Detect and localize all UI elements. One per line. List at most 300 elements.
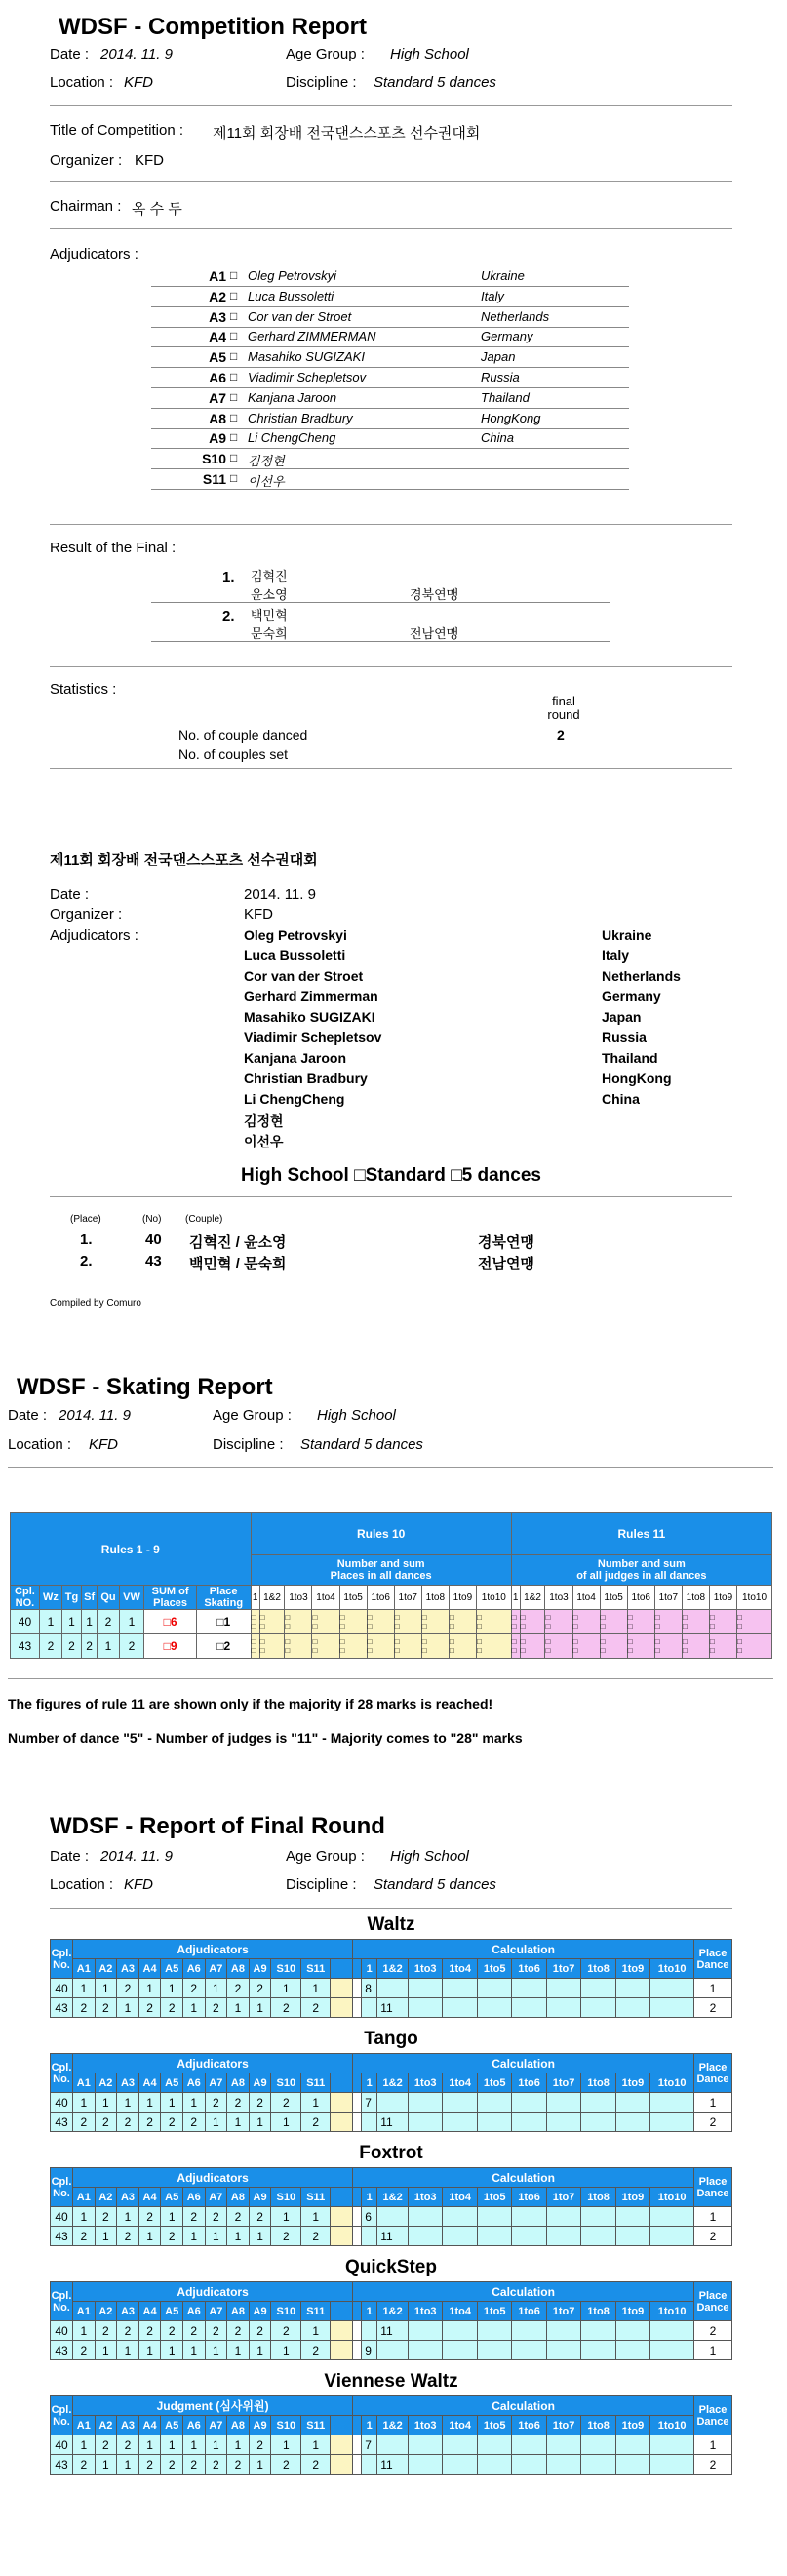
checkbox-glyph: □ <box>230 329 238 342</box>
result-leader: 백민혁 <box>251 608 288 623</box>
judge-mark: 2 <box>301 2113 331 2132</box>
judge-col-header: A2 <box>95 1959 117 1979</box>
judge-mark: 2 <box>95 1998 117 2018</box>
dance-place: 2 <box>98 1610 119 1634</box>
calc-col-header: 1to9 <box>615 2302 649 2321</box>
judge-mark: 1 <box>301 2093 331 2113</box>
skating-row <box>11 1634 772 1659</box>
judge-mark: 1 <box>117 2093 139 2113</box>
calc-value <box>512 2455 546 2475</box>
judge-mark: 1 <box>182 2341 205 2360</box>
rule10-cell: □ □ <box>421 1610 449 1634</box>
judge-mark: 1 <box>117 2455 139 2475</box>
summary-adjudicator-country: Thailand <box>602 1050 658 1066</box>
judge-col-header: A3 <box>117 2416 139 2435</box>
calc-value <box>581 2455 615 2475</box>
judge-col-header: A9 <box>249 2302 271 2321</box>
date-value: 2014. 11. 9 <box>100 46 173 62</box>
judge-mark: 2 <box>95 2435 117 2455</box>
age-group-label: Age Group : <box>286 46 365 62</box>
blank-col <box>331 1979 353 1998</box>
place-skating-header: Place Skating <box>196 1586 251 1610</box>
couple-number: 40 <box>51 2435 73 2455</box>
judge-mark: 1 <box>205 1979 227 1998</box>
judge-col-header: A5 <box>161 1959 183 1979</box>
adjudicator-code: A2 <box>209 289 226 304</box>
place-dance: 2 <box>694 2227 732 2246</box>
judge-mark: 2 <box>73 2455 96 2475</box>
judge-mark: 2 <box>182 2207 205 2227</box>
calc-value <box>443 2093 477 2113</box>
judges-header: Adjudicators <box>73 2282 353 2302</box>
judge-col-header: A1 <box>73 2302 96 2321</box>
calc-col-header: 1to6 <box>512 2073 546 2093</box>
judge-mark: 1 <box>95 1979 117 1998</box>
place-dance: 1 <box>694 2207 732 2227</box>
judge-col-header: A6 <box>182 2302 205 2321</box>
adjudicator-code: A8 <box>209 411 226 426</box>
calc-value <box>615 2207 649 2227</box>
judge-col-header: A4 <box>138 2073 161 2093</box>
blank-col <box>331 2302 353 2321</box>
date-label: Date : <box>8 1407 48 1424</box>
judge-col-header: A9 <box>249 2188 271 2207</box>
summary-adjudicator-name: Masahiko SUGIZAKI <box>244 1009 375 1025</box>
cpl-no-header: Cpl. No. <box>51 2168 73 2207</box>
place-dance-header: Place Dance <box>694 1940 732 1979</box>
judge-mark: 2 <box>205 1998 227 2018</box>
final-round-table <box>50 2281 732 2360</box>
place-dance-header: Place Dance <box>694 2282 732 2321</box>
rule11-cell: □ □ <box>520 1634 545 1659</box>
calc-col-header: 1&2 <box>377 2416 409 2435</box>
dance-place: 1 <box>81 1610 97 1634</box>
rule10-cell: □ □ <box>476 1610 511 1634</box>
adjudicator-code: A5 <box>209 349 226 365</box>
summary-couple: 김혁진 / 윤소영 <box>189 1234 287 1251</box>
calc-value <box>443 2227 477 2246</box>
calc-value <box>512 1998 546 2018</box>
judge-mark: 2 <box>227 1979 250 1998</box>
calc-col-header: 1to3 <box>409 2302 443 2321</box>
rule11-cell: □ □ <box>627 1610 654 1634</box>
calc-value <box>546 2341 580 2360</box>
rule11-cell: □ □ <box>654 1610 682 1634</box>
blank-col <box>353 1959 362 1979</box>
place-dance: 2 <box>694 2321 732 2341</box>
calc-col-header: 1 <box>362 2073 377 2093</box>
calc-value <box>362 2455 377 2475</box>
calc-col-header: 1to6 <box>512 1959 546 1979</box>
row-line <box>151 306 629 307</box>
judge-mark: 1 <box>138 2093 161 2113</box>
result-of-final-label: Result of the Final : <box>50 540 177 556</box>
judge-col-header: A7 <box>205 2302 227 2321</box>
sum-of-places: □9 <box>144 1634 196 1659</box>
couple-number: 40 <box>51 1979 73 1998</box>
r11-col-header: 1to10 <box>737 1586 772 1610</box>
judge-mark: 2 <box>182 1979 205 1998</box>
calc-value <box>409 2341 443 2360</box>
adjudicator-country: Netherlands <box>481 309 550 324</box>
calc-col-header: 1to4 <box>443 2188 477 2207</box>
calc-value <box>477 2093 511 2113</box>
r11-col-header: 1 <box>511 1586 520 1610</box>
result-place: 2. <box>222 608 235 624</box>
judge-col-header: S10 <box>271 1959 301 1979</box>
final-row <box>51 2341 732 2360</box>
rule10-cell: □ □ <box>259 1610 285 1634</box>
rule10-cell: □ □ <box>421 1634 449 1659</box>
calc-col-header: 1to4 <box>443 2416 477 2435</box>
judge-mark: 2 <box>301 1998 331 2018</box>
calc-value <box>546 2227 580 2246</box>
calc-col-header: 1to5 <box>477 1959 511 1979</box>
adjudicator-code: A4 <box>209 329 226 344</box>
judge-mark: 1 <box>182 1998 205 2018</box>
calc-value: 11 <box>377 1998 409 2018</box>
calc-value <box>650 2455 694 2475</box>
couples-danced-value: 2 <box>557 727 565 743</box>
rules-11-header: Rules 11 <box>511 1513 771 1555</box>
calc-value <box>477 2227 511 2246</box>
judges-header: Adjudicators <box>73 2054 353 2073</box>
judge-mark: 1 <box>301 2321 331 2341</box>
blank-col <box>331 2227 353 2246</box>
dance-col-header: VW <box>119 1586 144 1610</box>
final-row <box>51 2093 732 2113</box>
summary-organizer-value: KFD <box>244 906 273 923</box>
dance-place: 1 <box>119 1610 144 1634</box>
judge-mark: 1 <box>95 2227 117 2246</box>
r11-col-header: 1to3 <box>545 1586 572 1610</box>
checkbox-glyph: □ <box>230 349 238 363</box>
judge-mark: 1 <box>161 2093 183 2113</box>
result-follower: 윤소영 <box>251 587 288 602</box>
judge-mark: 1 <box>227 2227 250 2246</box>
calc-value <box>581 1998 615 2018</box>
discipline-label: Discipline : <box>286 1876 357 1893</box>
checkbox-glyph: □ <box>230 471 238 485</box>
dance-title: Viennese Waltz <box>324 2371 458 2392</box>
calc-value <box>409 1998 443 2018</box>
judge-mark: 2 <box>271 1998 301 2018</box>
row-line <box>151 286 629 287</box>
adjudicator-code: A6 <box>209 370 226 385</box>
rule10-cell: □ □ <box>367 1634 394 1659</box>
organizer-label: Organizer : <box>50 152 123 169</box>
judge-mark: 1 <box>73 2207 96 2227</box>
blank-col <box>353 2435 362 2455</box>
judge-mark: 2 <box>73 2227 96 2246</box>
judge-col-header: A8 <box>227 2302 250 2321</box>
calc-col-header: 1to8 <box>581 2302 615 2321</box>
calc-value: 7 <box>362 2435 377 2455</box>
couples-set-label: No. of couples set <box>178 746 289 762</box>
dance-col-header: Qu <box>98 1586 119 1610</box>
adjudicator-country: Ukraine <box>481 268 525 283</box>
summary-adjudicator-name: 이선우 <box>244 1134 284 1149</box>
place-skating: □1 <box>196 1610 251 1634</box>
judge-col-header: S10 <box>271 2188 301 2207</box>
rule11-cell: □ □ <box>511 1634 520 1659</box>
r10-col-header: 1to5 <box>339 1586 367 1610</box>
rule10-cell: □ □ <box>394 1634 421 1659</box>
divider <box>50 181 732 182</box>
calc-value <box>443 2113 477 2132</box>
location-label: Location : <box>50 1876 114 1893</box>
judge-mark: 1 <box>182 2227 205 2246</box>
summary-adjudicator-name: Viadimir Schepletsov <box>244 1029 382 1045</box>
judge-mark: 2 <box>138 2113 161 2132</box>
blank-col <box>331 2341 353 2360</box>
calc-value <box>377 2207 409 2227</box>
calc-value <box>362 1998 377 2018</box>
r11-col-header: 1to5 <box>600 1586 627 1610</box>
judge-mark: 1 <box>205 2113 227 2132</box>
rule11-note: The figures of rule 11 are shown only if the majority if 28 marks is reached! <box>8 1696 493 1711</box>
summary-no: 40 <box>145 1231 162 1248</box>
calc-value <box>477 2435 511 2455</box>
judge-col-header: A2 <box>95 2073 117 2093</box>
dance-place: 1 <box>39 1610 61 1634</box>
blank-col <box>331 2416 353 2435</box>
judge-col-header: A4 <box>138 1959 161 1979</box>
calc-col-header: 1to10 <box>650 1959 694 1979</box>
blank-col <box>353 2207 362 2227</box>
r10-col-header: 1to3 <box>285 1586 312 1610</box>
adjudicator-country: Germany <box>481 329 533 343</box>
row-line <box>151 387 629 388</box>
calc-value <box>581 2435 615 2455</box>
place-skating: □2 <box>196 1634 251 1659</box>
age-group-value: High School <box>317 1407 396 1424</box>
result-leader: 김혁진 <box>251 569 288 584</box>
judges-header: Adjudicators <box>73 1940 353 1959</box>
blank-col <box>353 2113 362 2132</box>
blank-col <box>331 2093 353 2113</box>
adjudicator-name: Oleg Petrovskyi <box>248 268 337 283</box>
final-row <box>51 2227 732 2246</box>
r10-col-header: 1to10 <box>476 1586 511 1610</box>
calc-value <box>512 2321 546 2341</box>
judge-mark: 1 <box>301 2207 331 2227</box>
judge-col-header: A1 <box>73 2416 96 2435</box>
judge-col-header: A1 <box>73 1959 96 1979</box>
judge-mark: 1 <box>227 2435 250 2455</box>
summary-adjudicator-name: Li ChengCheng <box>244 1091 345 1107</box>
judge-mark: 2 <box>249 2435 271 2455</box>
r11-col-header: 1to8 <box>682 1586 709 1610</box>
calc-value: 8 <box>362 1979 377 1998</box>
summary-date-label: Date : <box>50 886 90 903</box>
adjudicator-name: Kanjana Jaroon <box>248 390 337 405</box>
judge-mark: 2 <box>73 1998 96 2018</box>
judge-col-header: A2 <box>95 2416 117 2435</box>
age-group-label: Age Group : <box>286 1848 365 1865</box>
calc-value <box>512 2093 546 2113</box>
calc-value <box>409 2093 443 2113</box>
rule10-cell: □ □ <box>367 1610 394 1634</box>
adjudicator-name: 김정현 <box>248 454 285 468</box>
judge-mark: 2 <box>249 2207 271 2227</box>
calc-value <box>409 2207 443 2227</box>
rule10-cell: □ □ <box>339 1634 367 1659</box>
judge-col-header: A8 <box>227 2188 250 2207</box>
judge-mark: 1 <box>227 2113 250 2132</box>
calc-value: 11 <box>377 2113 409 2132</box>
judge-col-header: A2 <box>95 2302 117 2321</box>
row-line <box>151 327 629 328</box>
rule11-cell: □ □ <box>682 1610 709 1634</box>
calc-col-header: 1to3 <box>409 2416 443 2435</box>
skating-row <box>11 1610 772 1634</box>
adjudicator-code: S11 <box>202 471 226 487</box>
calc-col-header: 1to8 <box>581 1959 615 1979</box>
judge-mark: 2 <box>227 2207 250 2227</box>
couple-number: 43 <box>51 2455 73 2475</box>
adjudicator-name: Luca Bussoletti <box>248 289 334 303</box>
calc-value <box>443 1998 477 2018</box>
calc-value <box>409 2455 443 2475</box>
row-line <box>151 602 610 603</box>
couples-danced-label: No. of couple danced <box>178 727 308 743</box>
adjudicator-code: A1 <box>209 268 226 284</box>
blank-col <box>331 2435 353 2455</box>
divider <box>50 524 732 525</box>
rule10-cell: □ □ <box>285 1610 312 1634</box>
blank-col <box>331 2188 353 2207</box>
summary-adjudicator-country: Netherlands <box>602 968 681 984</box>
calc-col-header: 1to9 <box>615 2188 649 2207</box>
calculation-header: Calculation <box>353 2396 694 2416</box>
final-round-label: final round <box>547 694 580 722</box>
rules-10-header: Rules 10 <box>251 1513 511 1555</box>
summary-adjudicator-country: Italy <box>602 947 630 963</box>
final-row <box>51 1979 732 1998</box>
calc-col-header: 1&2 <box>377 2302 409 2321</box>
summary-club: 경북연맹 <box>478 1234 534 1251</box>
compiled-by: Compiled by Comuro <box>50 1298 141 1308</box>
couple-number: 43 <box>51 2113 73 2132</box>
judge-mark: 1 <box>138 2435 161 2455</box>
adjudicator-code: A7 <box>209 390 226 406</box>
judge-col-header: A9 <box>249 1959 271 1979</box>
couple-number: 43 <box>51 1998 73 2018</box>
calc-value <box>512 2207 546 2227</box>
row-line <box>151 448 629 449</box>
calc-col-header: 1to5 <box>477 2416 511 2435</box>
judge-mark: 1 <box>205 2227 227 2246</box>
calc-value <box>581 1979 615 1998</box>
checkbox-glyph: □ <box>230 411 238 424</box>
calc-value <box>581 2227 615 2246</box>
judge-col-header: A6 <box>182 1959 205 1979</box>
calc-value <box>650 1998 694 2018</box>
calc-value <box>650 1979 694 1998</box>
judge-mark: 1 <box>205 2435 227 2455</box>
calc-value <box>650 2093 694 2113</box>
judge-mark: 2 <box>117 2227 139 2246</box>
calc-col-header: 1to7 <box>546 2188 580 2207</box>
calc-col-header: 1to9 <box>615 2073 649 2093</box>
location-label: Location : <box>50 74 114 91</box>
cpl-no-header: Cpl. No. <box>51 2282 73 2321</box>
judge-mark: 1 <box>138 2227 161 2246</box>
dance-title: Waltz <box>367 1914 415 1935</box>
calc-value <box>650 2435 694 2455</box>
judge-mark: 1 <box>249 2341 271 2360</box>
calc-value <box>512 2435 546 2455</box>
adjudicator-country: Russia <box>481 370 520 384</box>
r10-col-header: 1to8 <box>421 1586 449 1610</box>
title-of-competition-label: Title of Competition : <box>50 122 183 139</box>
judge-mark: 1 <box>271 2113 301 2132</box>
final-round-title: WDSF - Report of Final Round <box>50 1813 385 1839</box>
calc-value <box>581 2113 615 2132</box>
judge-mark: 2 <box>249 2093 271 2113</box>
cpl-no-header: Cpl. No. <box>51 1940 73 1979</box>
blank-col <box>331 2321 353 2341</box>
judge-mark: 2 <box>73 2113 96 2132</box>
calc-value <box>512 2341 546 2360</box>
rules-1-9-header: Rules 1 - 9 <box>11 1513 252 1586</box>
blank-col <box>353 1998 362 2018</box>
dance-place: 2 <box>81 1634 97 1659</box>
summary-no: 43 <box>145 1253 162 1269</box>
calc-value <box>443 1979 477 1998</box>
judge-col-header: A1 <box>73 2073 96 2093</box>
judge-mark: 1 <box>161 1979 183 1998</box>
result-club: 전남연맹 <box>410 626 459 641</box>
rule10-cell: □ □ <box>476 1634 511 1659</box>
judge-col-header: A8 <box>227 2073 250 2093</box>
location-label: Location : <box>8 1436 72 1453</box>
judge-col-header: A4 <box>138 2302 161 2321</box>
judge-col-header: A9 <box>249 2073 271 2093</box>
final-row <box>51 2455 732 2475</box>
calc-value <box>443 2321 477 2341</box>
adjudicator-country: Japan <box>481 349 516 364</box>
calc-value: 11 <box>377 2227 409 2246</box>
rule11-cell: □ □ <box>709 1610 736 1634</box>
calc-value <box>546 2321 580 2341</box>
blank-col <box>353 2227 362 2246</box>
calculation-header: Calculation <box>353 2054 694 2073</box>
calc-value <box>546 1998 580 2018</box>
calc-col-header: 1to6 <box>512 2416 546 2435</box>
result-place: 1. <box>222 569 235 585</box>
judge-mark: 1 <box>227 2341 250 2360</box>
r10-col-header: 1to7 <box>394 1586 421 1610</box>
summary-title: 제11회 회장배 전국댄스스포츠 선수권대회 <box>50 852 318 868</box>
judge-col-header: A1 <box>73 2188 96 2207</box>
discipline-label: Discipline : <box>213 1436 284 1453</box>
final-round-table <box>50 2053 732 2132</box>
place-dance-header: Place Dance <box>694 2054 732 2093</box>
judge-col-header: S11 <box>301 2073 331 2093</box>
result-follower: 문숙희 <box>251 626 288 641</box>
calc-value <box>443 2341 477 2360</box>
rule10-cell: □ □ <box>394 1610 421 1634</box>
calc-value <box>615 2321 649 2341</box>
calc-col-header: 1 <box>362 2188 377 2207</box>
calc-col-header: 1to5 <box>477 2302 511 2321</box>
couple-number: 43 <box>11 1634 40 1659</box>
competition-report-title: WDSF - Competition Report <box>59 14 367 40</box>
calc-value: 9 <box>362 2341 377 2360</box>
adjudicator-country: China <box>481 430 514 445</box>
